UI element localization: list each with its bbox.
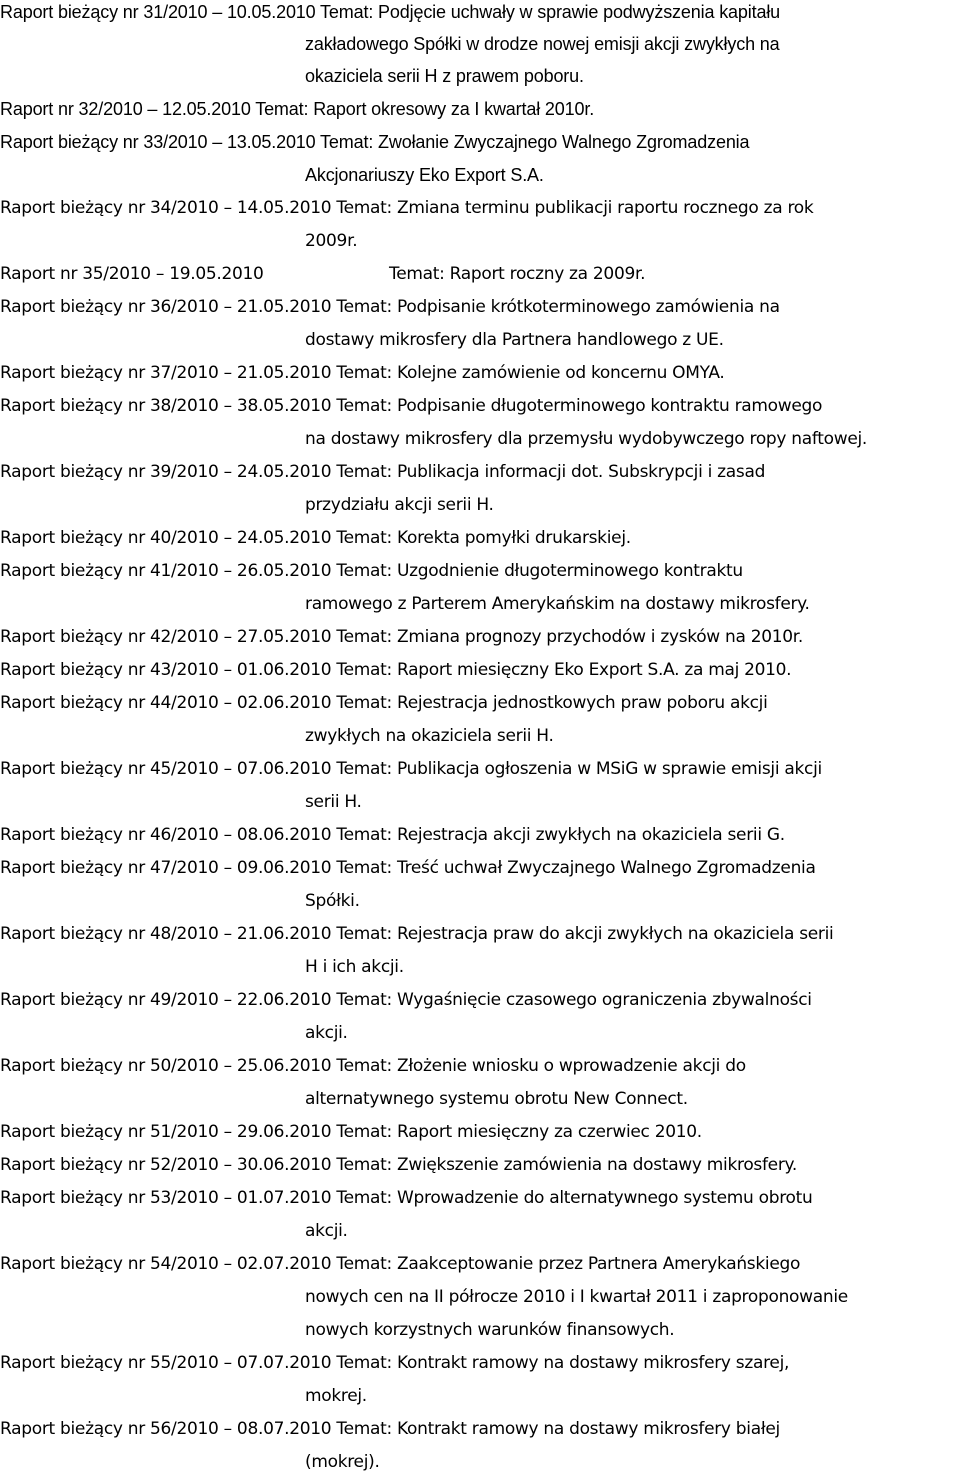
report-34-line-1: Raport bieżący nr 34/2010 – 14.05.2010 Temat: Zmiana terminu publikacji raportu rocznego za rok xyxy=(0,198,814,218)
report-50-line-1: Raport bieżący nr 50/2010 – 25.06.2010 Temat: Złożenie wniosku o wprowadzenie akcji do xyxy=(0,1056,746,1076)
report-55-line-1: Raport bieżący nr 55/2010 – 07.07.2010 Temat: Kontrakt ramowy na dostawy mikrosfery szarej, xyxy=(0,1353,790,1373)
report-35-line-1-topic: Temat: Raport roczny za 2009r. xyxy=(389,264,646,284)
report-42-line-1: Raport bieżący nr 42/2010 – 27.05.2010 Temat: Zmiana prognozy przychodów i zysków na 2010r. xyxy=(0,627,803,647)
report-44-line-1: Raport bieżący nr 44/2010 – 02.06.2010 Temat: Rejestracja jednostkowych praw poboru akcji xyxy=(0,693,768,713)
report-31-line-1: Raport bieżący nr 31/2010 – 10.05.2010 Temat: Podjęcie uchwały w sprawie podwyższenia kapitału xyxy=(0,2,781,22)
report-41-line-1: Raport bieżący nr 41/2010 – 26.05.2010 Temat: Uzgodnienie długoterminowego kontraktu xyxy=(0,561,743,581)
report-51-line-1: Raport bieżący nr 51/2010 – 29.06.2010 Temat: Raport miesięczny za czerwiec 2010. xyxy=(0,1122,702,1142)
report-56-line-2: (mokrej). xyxy=(305,1452,380,1472)
report-45-line-2: serii H. xyxy=(305,792,362,812)
report-39-line-2: przydziału akcji serii H. xyxy=(305,495,494,515)
report-48-line-2: H i ich akcji. xyxy=(305,957,404,977)
report-48-line-1: Raport bieżący nr 48/2010 – 21.06.2010 Temat: Rejestracja praw do akcji zwykłych na okaziciela serii xyxy=(0,924,834,944)
report-38-line-1: Raport bieżący nr 38/2010 – 38.05.2010 Temat: Podpisanie długoterminowego kontraktu ramowego xyxy=(0,396,823,416)
report-43-line-1: Raport bieżący nr 43/2010 – 01.06.2010 Temat: Raport miesięczny Eko Export S.A. za maj 2010. xyxy=(0,660,792,680)
report-45-line-1: Raport bieżący nr 45/2010 – 07.06.2010 Temat: Publikacja ogłoszenia w MSiG w sprawie emisji akcji xyxy=(0,759,822,779)
report-53-line-1: Raport bieżący nr 53/2010 – 01.07.2010 Temat: Wprowadzenie do alternatywnego systemu obrotu xyxy=(0,1188,813,1208)
report-54-line-1: Raport bieżący nr 54/2010 – 02.07.2010 Temat: Zaakceptowanie przez Partnera Amerykańskiego xyxy=(0,1254,801,1274)
report-50-line-2: alternatywnego systemu obrotu New Connect. xyxy=(305,1089,688,1109)
report-47-line-2: Spółki. xyxy=(305,891,360,911)
report-54-line-3: nowych korzystnych warunków finansowych. xyxy=(305,1320,675,1340)
report-49-line-2: akcji. xyxy=(305,1023,348,1043)
report-31-line-3: okaziciela serii H z prawem poboru. xyxy=(305,66,584,86)
report-37-line-1: Raport bieżący nr 37/2010 – 21.05.2010 Temat: Kolejne zamówienie od koncernu OMYA. xyxy=(0,363,725,383)
report-55-line-2: mokrej. xyxy=(305,1386,367,1406)
report-36-line-2: dostawy mikrosfery dla Partnera handlowego z UE. xyxy=(305,330,724,350)
report-47-line-1: Raport bieżący nr 47/2010 – 09.06.2010 Temat: Treść uchwał Zwyczajnego Walnego Zgromadzenia xyxy=(0,858,816,878)
report-31-line-2: zakładowego Spółki w drodze nowej emisji akcji zwykłych na xyxy=(305,34,780,54)
report-34-line-2: 2009r. xyxy=(305,231,358,251)
report-49-line-1: Raport bieżący nr 49/2010 – 22.06.2010 Temat: Wygaśnięcie czasowego ograniczenia zbywalności xyxy=(0,990,812,1010)
report-46-line-1: Raport bieżący nr 46/2010 – 08.06.2010 Temat: Rejestracja akcji zwykłych na okaziciela serii G. xyxy=(0,825,785,845)
report-44-line-2: zwykłych na okaziciela serii H. xyxy=(305,726,554,746)
report-32-line-1: Raport nr 32/2010 – 12.05.2010 Temat: Raport okresowy za I kwartał 2010r. xyxy=(0,99,595,119)
report-54-line-2: nowych cen na II półrocze 2010 i I kwartał 2011 i zaproponowanie xyxy=(305,1287,848,1307)
report-39-line-1: Raport bieżący nr 39/2010 – 24.05.2010 Temat: Publikacja informacji dot. Subskrypcji i zasad xyxy=(0,462,766,482)
report-33-line-1: Raport bieżący nr 33/2010 – 13.05.2010 Temat: Zwołanie Zwyczajnego Walnego Zgromadzenia xyxy=(0,132,750,152)
report-36-line-1: Raport bieżący nr 36/2010 – 21.05.2010 Temat: Podpisanie krótkoterminowego zamówienia na xyxy=(0,297,780,317)
report-52-line-1: Raport bieżący nr 52/2010 – 30.06.2010 Temat: Zwiększenie zamówienia na dostawy mikrosfery. xyxy=(0,1155,797,1175)
report-53-line-2: akcji. xyxy=(305,1221,348,1241)
report-38-line-2: na dostawy mikrosfery dla przemysłu wydobywczego ropy naftowej. xyxy=(305,429,868,449)
report-35-line-1-number: Raport nr 35/2010 – 19.05.2010 xyxy=(0,264,264,284)
report-40-line-1: Raport bieżący nr 40/2010 – 24.05.2010 Temat: Korekta pomyłki drukarskiej. xyxy=(0,528,631,548)
report-56-line-1: Raport bieżący nr 56/2010 – 08.07.2010 Temat: Kontrakt ramowy na dostawy mikrosfery białej xyxy=(0,1419,780,1439)
report-33-line-2: Akcjonariuszy Eko Export S.A. xyxy=(305,165,544,185)
report-41-line-2: ramowego z Parterem Amerykańskim na dostawy mikrosfery. xyxy=(305,594,810,614)
